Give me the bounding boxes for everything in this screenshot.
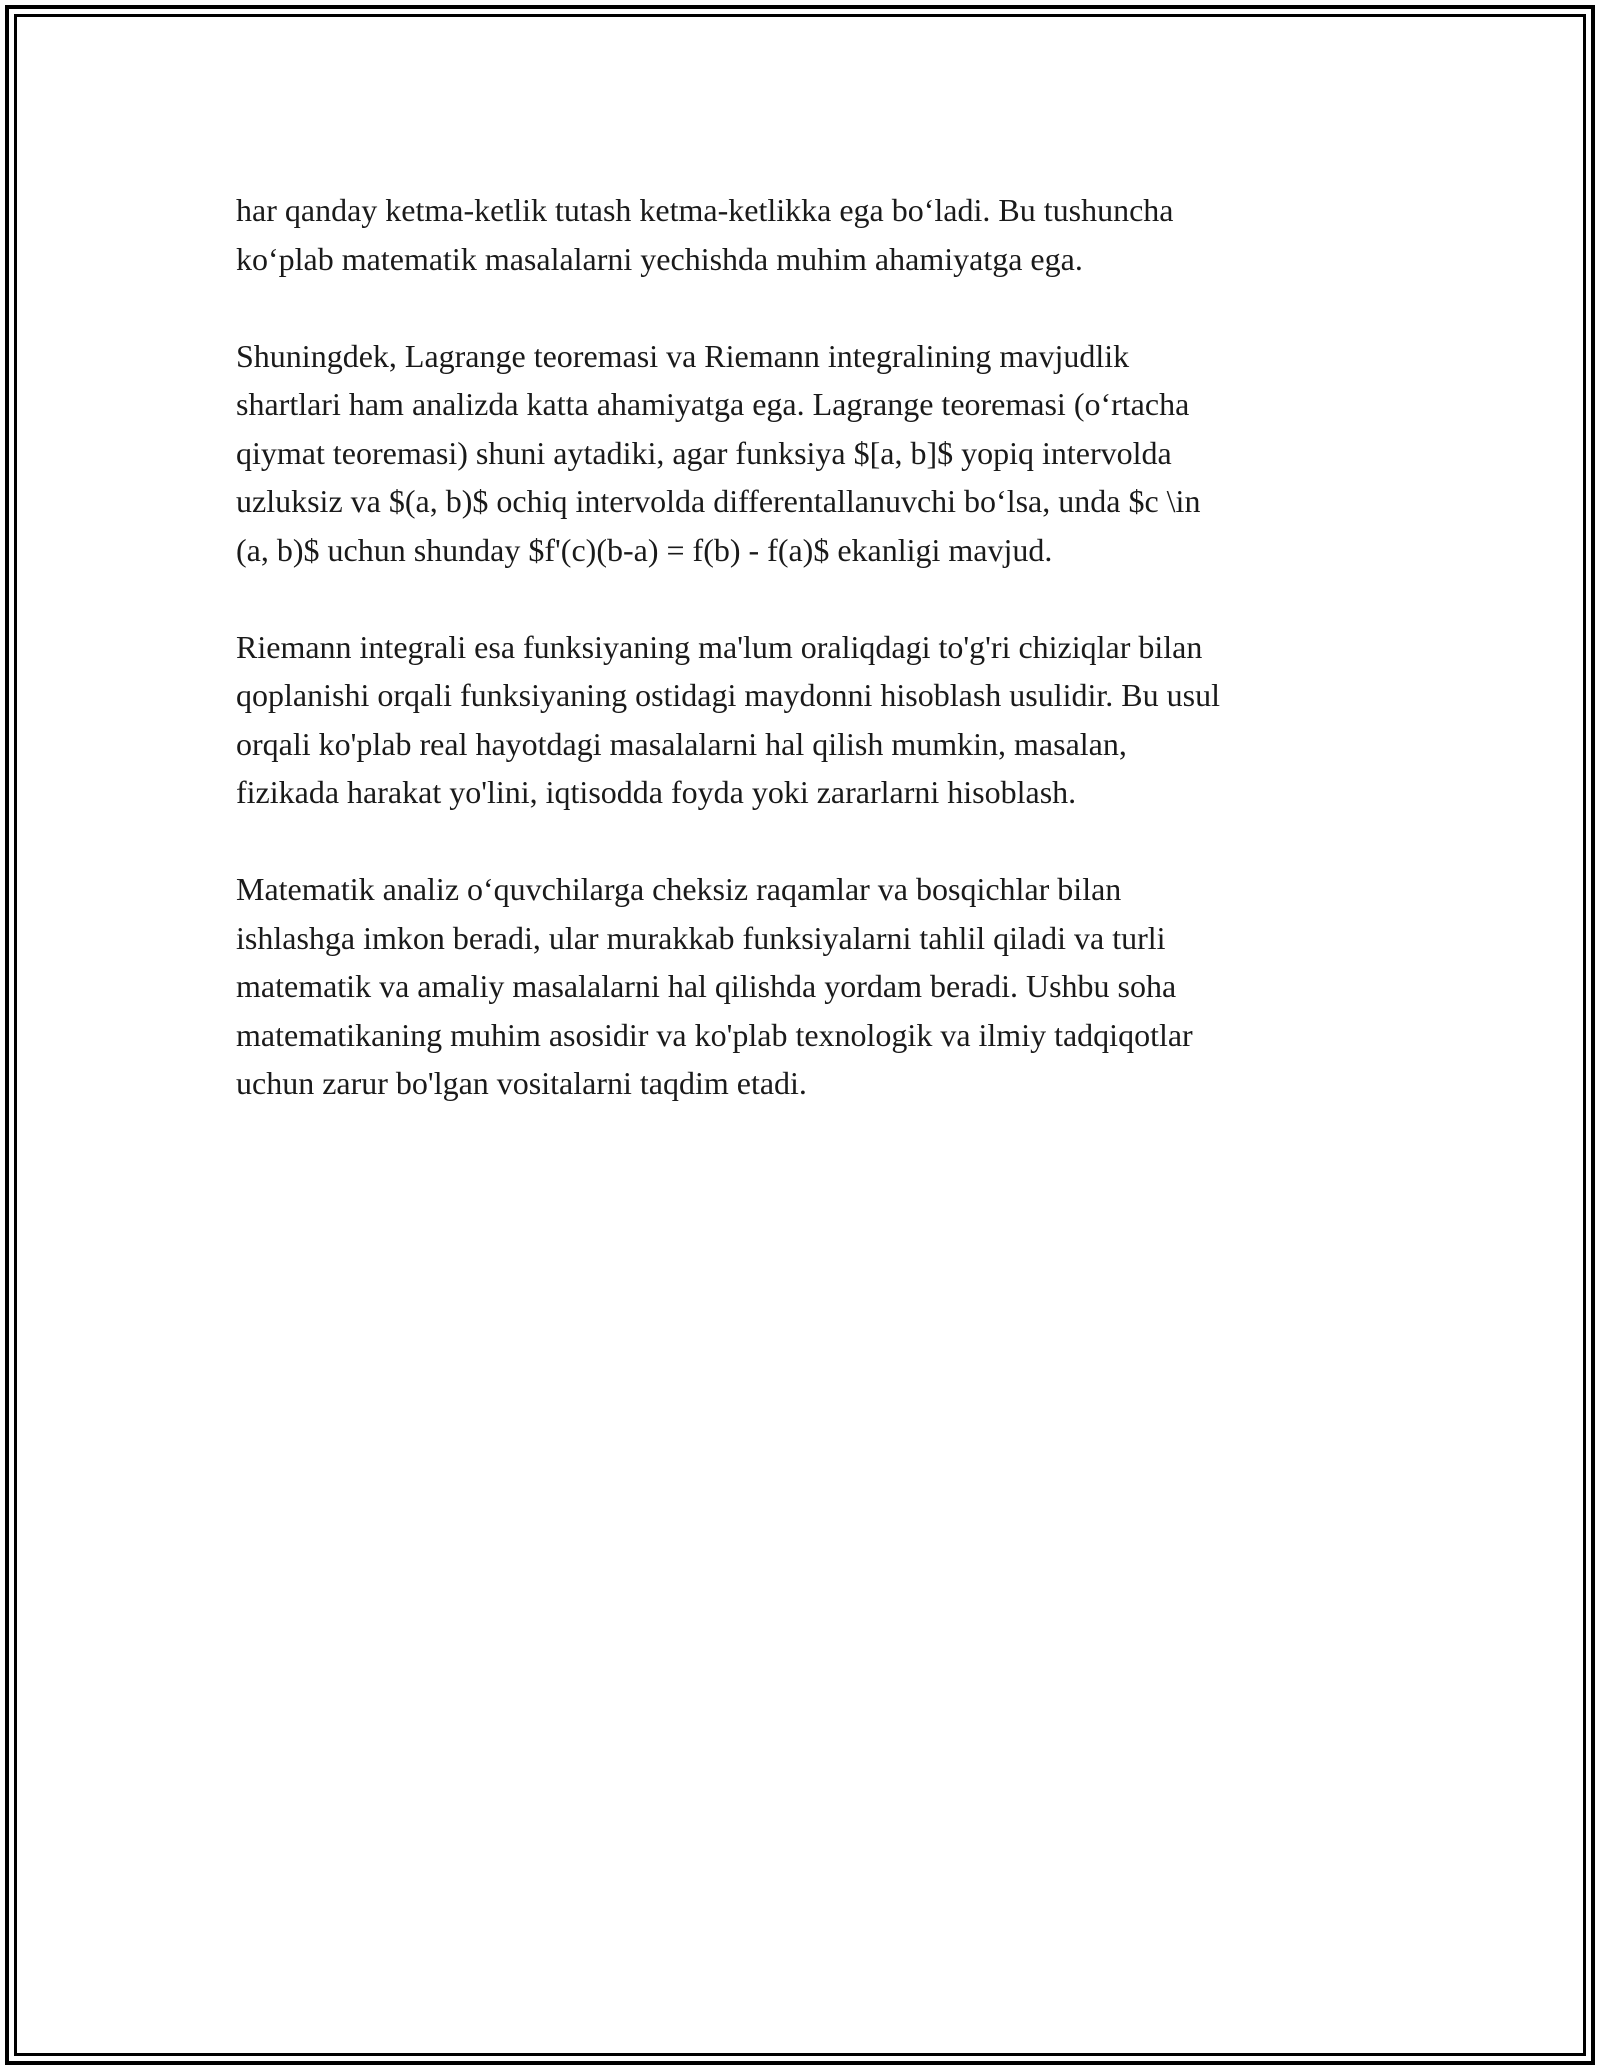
document-body	[236, 186, 1416, 1156]
text-line: orqali ko'plab real hayotdagi masalalarni hal qilish mumkin, masalan,	[236, 725, 1127, 762]
text-line: ishlashga imkon beradi, ular murakkab funksiyalarni tahlil qiladi va turli	[236, 919, 1166, 956]
text-line: fizikada harakat yo'lini, iqtisodda foyda yoki zararlarni hisoblash.	[236, 774, 1077, 810]
text-line: Shuningdek, Lagrange teoremasi va Riemann integralining mavjudlik	[236, 337, 1130, 374]
text-line: uchun zarur bo'lgan vositalarni taqdim etadi.	[236, 1065, 807, 1101]
text-line: shartlari ham analizda katta ahamiyatga ega. Lagrange teoremasi (o‘rtacha	[236, 386, 1190, 422]
text-line: (a, b)$ uchun shunday $f'(c)(b-a) = f(b) - f(a)$ ekanligi mavjud.	[236, 531, 1053, 568]
paragraph-3	[236, 623, 1416, 817]
paragraph-2	[236, 332, 1416, 575]
text-line: matematikaning muhim asosidir va ko'plab texnologik va ilmiy tadqiqotlar	[236, 1016, 1193, 1053]
text-line: har qanday ketma-ketlik tutash ketma-ketlikka ega bo‘ladi. Bu tushuncha	[236, 192, 1174, 228]
paragraph-1	[236, 186, 1416, 283]
text-line: qoplanishi orqali funksiyaning ostidagi maydonni hisoblash usulidir. Bu usul	[236, 677, 1220, 713]
text-line: qiymat teoremasi) shuni aytadiki, agar funksiya $[a, b]$ yopiq intervolda	[236, 434, 1172, 471]
text-line: ko‘plab matematik masalalarni yechishda muhim ahamiyatga ega.	[236, 240, 1083, 277]
paragraph-4	[236, 865, 1416, 1108]
text-line: Riemann integrali esa funksiyaning ma'lum oraliqdagi to'g'ri chiziqlar bilan	[236, 628, 1203, 665]
text-line: uzluksiz va $(a, b)$ ochiq intervolda differentallanuvchi bo‘lsa, unda $c \in	[236, 483, 1201, 519]
text-line: Matematik analiz o‘quvchilarga cheksiz raqamlar va bosqichlar bilan	[236, 871, 1122, 907]
text-line: matematik va amaliy masalalarni hal qilishda yordam beradi. Ushbu soha	[236, 968, 1177, 1004]
